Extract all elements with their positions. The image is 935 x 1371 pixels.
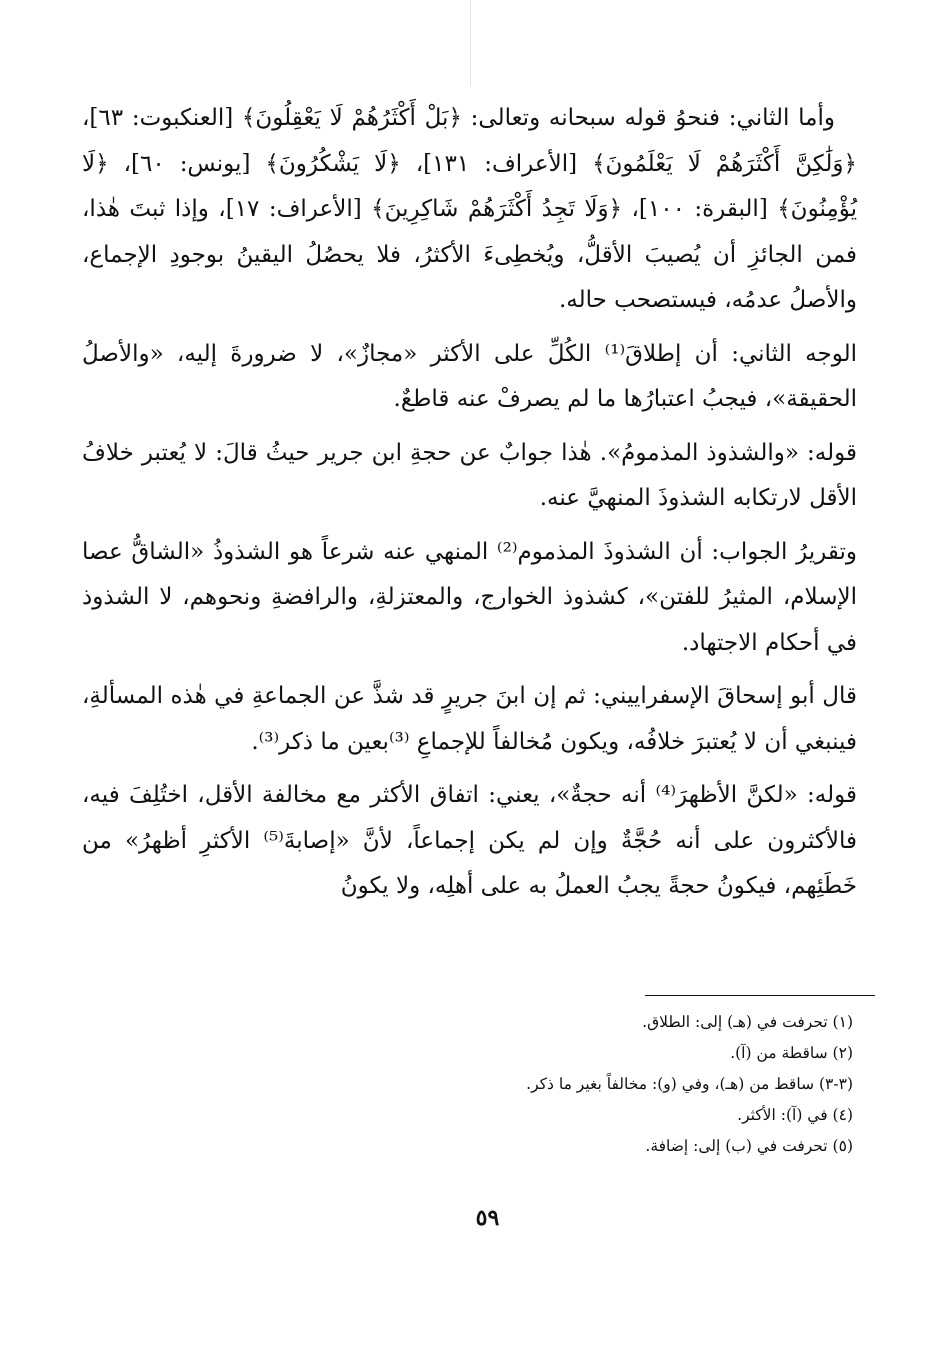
footnote-divider xyxy=(645,995,875,996)
paragraph-5: قال أبو إسحاقَ الإسفراييني: ثم إن ابنَ جريرٍ قد شذَّ عن الجماعةِ في هٰذه المسألةِ، فينبغي أن لا يُعتبرَ خلافُه، ويكون مُخالفاً للإجماعِ ⁽³⁾بعين ما ذكر⁽³⁾. xyxy=(82,683,857,755)
page-number: ٥٩ xyxy=(475,1205,500,1231)
paragraph-2: الوجه الثاني: أن إطلاقَ⁽¹⁾ الكُلِّ على الأكثر «مجازٌ»، لا ضرورةَ إليه، «والأصلُ الحقيقة»، فيجبُ اعتبارُها ما لم يصرفْ عنه قاطعٌ. xyxy=(82,340,857,412)
footnote-5: (٥) تحرفت في (ب) إلى: إضافة. xyxy=(645,1137,853,1155)
scan-edge-mark xyxy=(470,0,471,86)
footnotes xyxy=(253,1007,853,1162)
main-text xyxy=(82,96,857,918)
paragraph-4: وتقريرُ الجواب: أن الشذوذَ المذموم⁽²⁾ المنهي عنه شرعاً هو الشذوذُ «الشاقُّ عصا الإسلام، المثيرُ للفتن»، كشذوذ الخوارج، والمعتزلةِ، والرافضةِ ونحوهم، لا الشذوذ في أحكام الاجتهاد. xyxy=(82,538,857,656)
paragraph-6: قوله: «لكنَّ الأظهرَ⁽⁴⁾ أنه حجةٌ»، يعني: اتفاق الأكثر مع مخالفة الأقل، اختُلِفَ فيه، فالأكثرون على أنه حُجَّةٌ وإن لم يكن إجماعاً، لأنَّ «إصابةَ⁽⁵⁾ الأكثرِ أظهرُ» من خَطَئِهم، فيكونُ حجةً يجبُ العملُ به على أهلِه، ولا يكونُ xyxy=(82,782,858,899)
footnote-4: (٤) في (آ): الأكثر. xyxy=(737,1106,853,1124)
footnote-2: (٢) ساقطة من (آ). xyxy=(730,1044,853,1062)
footnote-3: (٣-٣) ساقط من (هـ)، وفي (و): مخالفاً بغير ما ذكر. xyxy=(526,1075,853,1093)
paragraph-1: وأما الثاني: فنحوُ قوله سبحانه وتعالى: ﴿بَلْ أَكْثَرُهُمْ لَا يَعْقِلُونَ﴾ [العنكبوت: ٦٣]، ﴿وَلَٰكِنَّ أَكْثَرَهُمْ لَا يَعْلَمُونَ﴾ [الأعراف: ١٣١]، ﴿لَا يَشْكُرُونَ﴾ [يونس: ٦٠]، ﴿لَا يُؤْمِنُونَ﴾ [البقرة: ١٠٠]، ﴿وَلَا تَجِدُ أَكْثَرَهُمْ شَاكِرِينَ﴾ [الأعراف: ١٧]، وإذا ثبتَ هٰذا، فمن الجائزِ أن يُصيبَ الأقلُّ، ويُخطِىءَ الأكثرُ، فلا يحصُلُ اليقينُ بوجودِ الإجماع، والأصلُ عدمُه، فيستصحب حاله. xyxy=(82,105,857,313)
paragraph-3: قوله: «والشذوذ المذمومُ». هٰذا جوابٌ عن حجةِ ابن جرير حيثُ قالَ: لا يُعتبر خلافُ الأقل لارتكابه الشذوذَ المنهيَّ عنه. xyxy=(82,439,857,511)
footnote-1: (١) تحرفت في (هـ) إلى: الطلاق. xyxy=(642,1013,853,1031)
